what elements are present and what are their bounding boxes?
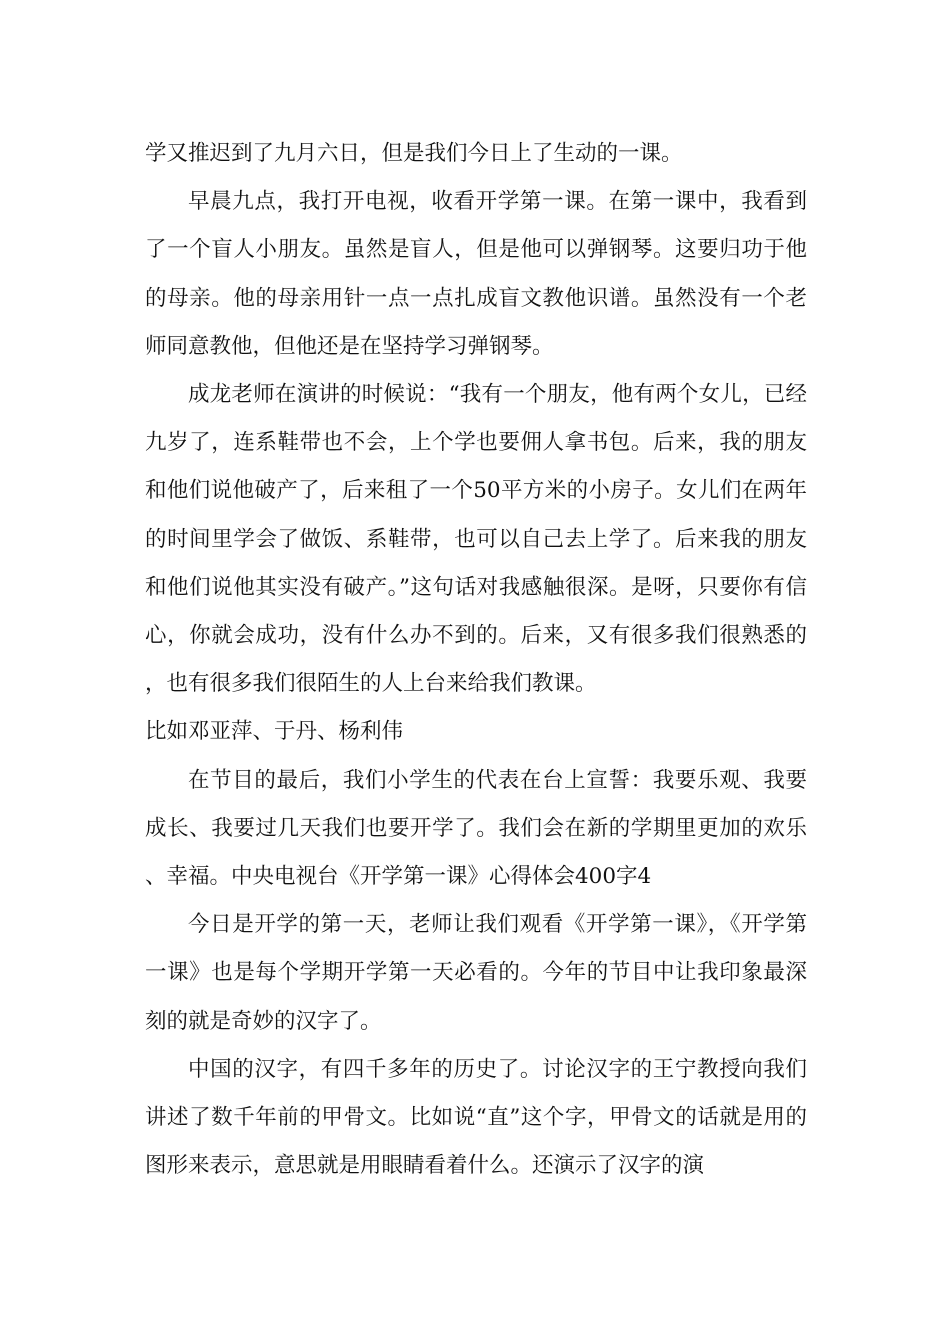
document-body bbox=[145, 130, 807, 1190]
paragraph-1: 学又推迟到了九月六日，但是我们今日上了生动的一课。 bbox=[145, 141, 683, 166]
paragraph-7: 中国的汉字，有四千多年的历史了。讨论汉字的王宁教授向我们讲述了数千年前的甲骨文。比如说“直”这个字，甲骨文的话就是用的图形来表示，意思就是用眼睛看着什么。还演示了汉字的演 bbox=[145, 1056, 807, 1179]
paragraph-5: 在节目的最后，我们小学生的代表在台上宣誓：我要乐观、我要成长、我要过几天我们也要开学了。我们会在新的学期里更加的欢乐、幸福。中央电视台《开学第一课》心得体会400字4 bbox=[145, 767, 807, 890]
paragraph-4: 比如邓亚萍、于丹、杨利伟 bbox=[145, 719, 404, 745]
paragraph-3: 成龙老师在演讲的时候说：“我有一个朋友，他有两个女儿，已经九岁了，连系鞋带也不会，上个学也要佣人拿书包。后来，我的朋友和他们说他破产了，后来租了一个50平方米的小房子。女儿们在两年的时间里学会了做饭、系鞋带，也可以自己去上学了。后来我的朋友和他们说他其实没有破产。”这句话对我感触很深。是呀，只要你有信心，你就会成功，没有什么办不到的。后来，又有很多我们很熟悉的，也有很多我们很陌生的人上台来给我们教课。 bbox=[145, 382, 807, 697]
paragraph-2: 早晨九点，我打开电视，收看开学第一课。在第一课中，我看到了一个盲人小朋友。虽然是盲人，但是他可以弹钢琴。这要归功于他的母亲。他的母亲用针一点一点扎成盲文教他识谱。虽然没有一个老师同意教他，但他还是在坚持学习弹钢琴。 bbox=[145, 189, 807, 359]
paragraph-6: 今日是开学的第一天，老师让我们观看《开学第一课》，《开学第一课》也是每个学期开学第一天必看的。今年的节目中让我印象最深刻的就是奇妙的汉字了。 bbox=[145, 912, 807, 1034]
